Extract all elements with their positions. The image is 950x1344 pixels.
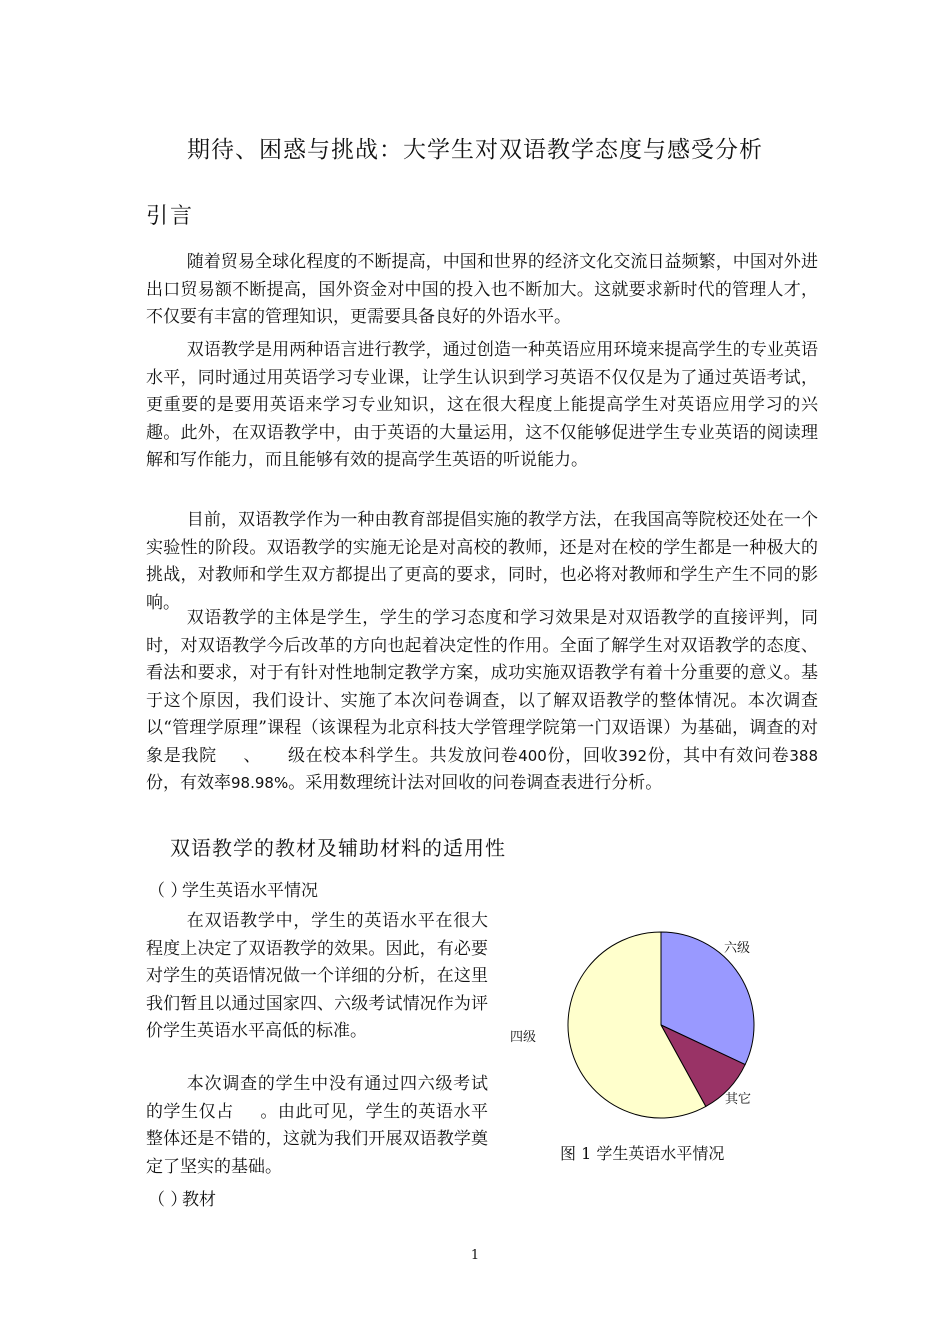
english-level-paragraph-1: 在双语教学中，学生的英语水平在很大程度上决定了双语教学的效果。因此，有必要对学生的英语情况做一个详细的分析，在这里我们暂且以通过国家四、六级考试情况作为评价学生英语水平高低的标准。 [146, 911, 488, 1041]
english-level-paragraph-2-b: 。由此可见，学生的英语水平整体还是不错的，这就为我们开展双语教学奠定了坚实的基础。 [146, 1101, 489, 1177]
pie-label-2: 四级 [509, 1030, 537, 1045]
english-level-paragraph-2-a: 本次调查的学生中没有通过四六级考试的学生仅占 [146, 1074, 488, 1122]
subsection-2-number: （ ） [148, 1190, 188, 1210]
paragraph-4-part-g: 。采用数理统计法对回收的问卷调查表进行分析。 [288, 773, 663, 793]
page-number: 1 [470, 1248, 480, 1263]
subsection-1-heading [148, 876, 318, 901]
paragraph-4-part-c: 级在校本科学生。共发放问卷 [287, 745, 519, 766]
subsection-2-title: 教材 [182, 1190, 216, 1210]
questionnaires-issued: 400 [518, 746, 547, 765]
english-level-paragraph-2 [146, 1071, 488, 1181]
paragraph-3: 目前，双语教学作为一种由教育部提倡实施的教学方法，在我国高等院校还处在一个实验性的阶段。双语教学的实施无论是对高校的教师，还是对在校的学生都是一种极大的挑战，对教师和学生双方都提出了更高的要求，同时，也必将对教师和学生产生不同的影响。 [146, 510, 818, 613]
questionnaires-valid: 388 [789, 746, 819, 765]
subsection-1-number: （ ） [148, 881, 188, 901]
paragraph-4-part-a: 双语教学的主体是学生，学生的学习态度和学习效果是对双语教学的直接评判，同时，对双语教学今后改革的方向也起着决定性的作用。全面了解学生对双语教学的态度、看法和要求，对于有针对性地制定教学方案，成功实施双语教学有着十分重要的意义。基于这个原因，我们设计、实施了本次问卷调查，以了解双语教学的整体情况。本次调查以“管理学原理”课程（该课程为北京科技大学管理学院第一门双语课）为基础，调查的对象是我院 [146, 608, 818, 766]
paragraph-1: 随着贸易全球化程度的不断提高，中国和世界的经济文化交流日益频繁，中国对外进出口贸易额不断提高，国外资金对中国的投入也不断加大。这就要求新时代的管理人才，不仅要有丰富的管理知识，更需要具备良好的外语水平。 [146, 252, 818, 327]
subsection-1-title: 学生英语水平情况 [182, 881, 318, 901]
paragraph-2: 双语教学是用两种语言进行教学，通过创造一种英语应用环境来提高学生的专业英语水平，同时通过用英语学习专业课，让学生认识到学习英语不仅仅是为了通过英语考试，更重要的是要用英语来学习专业知识，这在很大程度上能提高学生对英语应用学习的兴趣。此外，在双语教学中，由于英语的大量运用，这不仅能够促进学生专业英语的阅读理解和写作能力，而且能够有效的提高学生英语的听说能力。 [146, 340, 818, 470]
pie-label-0: 六级 [723, 941, 751, 956]
valid-rate: 98.98% [231, 774, 289, 792]
intro-heading: 引言 [146, 204, 195, 229]
figure-caption: 图 1 学生英语水平情况 [560, 1144, 725, 1163]
paragraph-4 [146, 605, 818, 798]
paragraph-4-part-f: 份，有效率 [146, 773, 231, 793]
subsection-2-heading [148, 1185, 216, 1210]
english-level-pie-chart [500, 925, 800, 1125]
paragraph-4-part-e: 份，其中有效问卷 [647, 745, 790, 766]
section-heading: 双语教学的教材及辅助材料的适用性 [170, 836, 506, 860]
paragraph-4-part-d: 份，回收 [546, 745, 619, 766]
pie-label-1: 其它 [724, 1092, 752, 1107]
paragraph-4-part-b: 、 [242, 745, 262, 766]
questionnaires-returned: 392 [618, 746, 648, 765]
document-title: 期待、困惑与挑战：大学生对双语教学态度与感受分析 [187, 137, 763, 163]
